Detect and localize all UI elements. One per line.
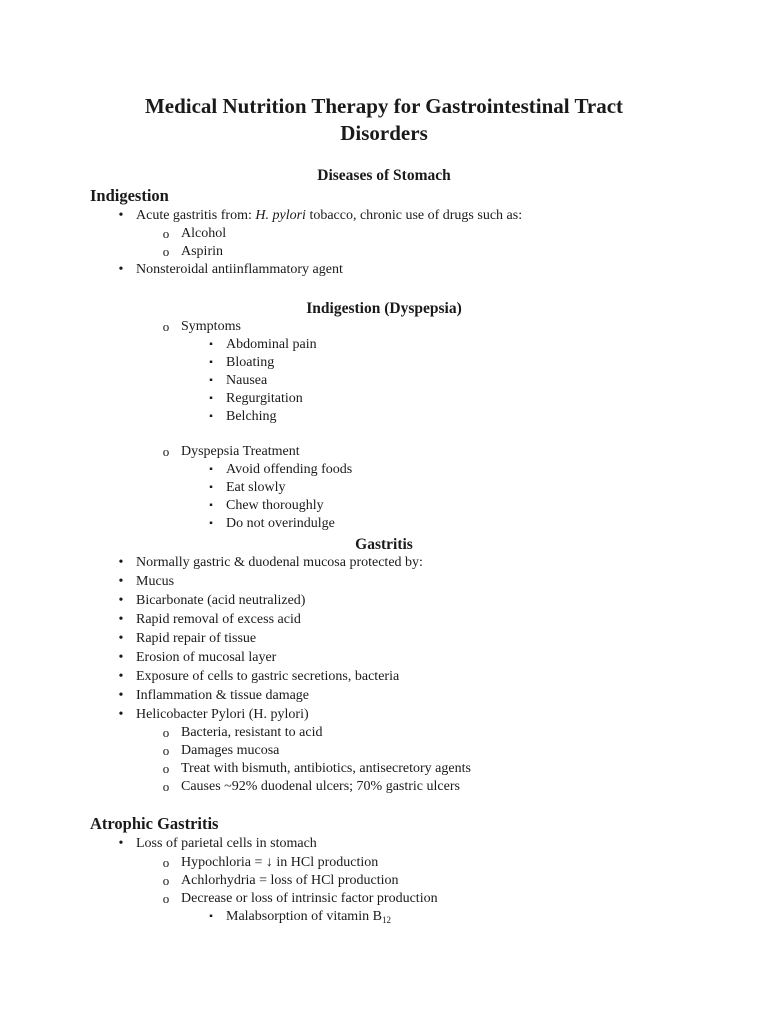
symptom-item: ▪ Nausea	[226, 372, 267, 390]
bullet-icon: •	[118, 555, 124, 570]
sub-sub-list-item: ▪ Malabsorption of vitamin $B_{12}$	[226, 908, 391, 926]
circle-bullet-icon: o	[162, 891, 170, 906]
title-line-1: Medical Nutrition Therapy for Gastrointestinal Tract	[144, 94, 624, 118]
bullet-icon: •	[118, 593, 124, 608]
sub-list-item: o Achlorhydria = loss of HCl production	[181, 872, 398, 890]
symptom-item: ▪ Abdominal pain	[226, 336, 317, 354]
section-heading-diseases-of-stomach: Diseases of Stomach	[317, 167, 451, 184]
square-bullet-icon: ▪	[209, 375, 213, 386]
bullet-icon: •	[118, 707, 124, 722]
list-item: • Erosion of mucosal layer	[136, 649, 276, 667]
circle-bullet-icon: o	[162, 244, 170, 259]
bullet-icon: •	[118, 612, 124, 627]
square-bullet-icon: ▪	[209, 393, 213, 404]
square-bullet-icon: ▪	[209, 339, 213, 350]
bullet-icon: •	[118, 574, 124, 589]
list-item: • Nonsteroidal antiinflammatory agent	[136, 261, 343, 279]
list-item: • Helicobacter Pylori (H. pylori)	[136, 706, 309, 724]
square-bullet-icon: ▪	[209, 464, 213, 475]
bullet-icon: •	[118, 631, 124, 646]
square-bullet-icon: ▪	[209, 411, 213, 422]
list-item: • Loss of parietal cells in stomach	[136, 835, 317, 853]
sub-list-item: o Hypochloria = ↓ in HCl production	[181, 854, 378, 872]
list-item: • Mucus	[136, 573, 174, 591]
bullet-icon: •	[118, 669, 124, 684]
sub-list-item: o Treat with bismuth, antibiotics, antisecretory agents	[181, 760, 471, 778]
symptom-item: ▪ Regurgitation	[226, 390, 303, 408]
bullet-icon: •	[118, 262, 124, 277]
square-bullet-icon: ▪	[209, 482, 213, 493]
list-item: • Inflammation & tissue damage	[136, 687, 309, 705]
list-item: • Rapid removal of excess acid	[136, 611, 301, 629]
symptom-item: ▪ Belching	[226, 408, 277, 426]
circle-bullet-icon: o	[162, 743, 170, 758]
symptom-item: ▪ Bloating	[226, 354, 274, 372]
square-bullet-icon: ▪	[209, 500, 213, 511]
title-line-2: Disorders	[340, 121, 428, 145]
treatment-item: ▪ Do not overindulge	[226, 515, 335, 533]
sub-list-item: o Damages mucosa	[181, 742, 279, 760]
list-item: • Bicarbonate (acid neutralized)	[136, 592, 305, 610]
bullet-icon: •	[118, 688, 124, 703]
list-item: • Normally gastric & duodenal mucosa protected by:	[136, 554, 423, 572]
sub-list-item: o Dyspepsia Treatment	[181, 443, 300, 461]
bullet-icon: •	[118, 208, 124, 223]
sub-list-item: o Decrease or loss of intrinsic factor production	[181, 890, 438, 908]
circle-bullet-icon: o	[162, 226, 170, 241]
circle-bullet-icon: o	[162, 779, 170, 794]
circle-bullet-icon: o	[162, 725, 170, 740]
sub-list-item: o Causes ~92% duodenal ulcers; 70% gastric ulcers	[181, 778, 460, 796]
circle-bullet-icon: o	[162, 319, 170, 334]
sub-list-item: o Bacteria, resistant to acid	[181, 724, 323, 742]
section-heading-gastritis: Gastritis	[355, 536, 413, 553]
circle-bullet-icon: o	[162, 855, 170, 870]
bullet-icon: •	[118, 650, 124, 665]
circle-bullet-icon: o	[162, 444, 170, 459]
down-arrow-icon: ↓	[265, 855, 273, 870]
sub-list-item: o Aspirin	[181, 243, 223, 261]
bullet-icon: •	[118, 836, 124, 851]
subscript: 12	[381, 915, 391, 925]
treatment-item: ▪ Eat slowly	[226, 479, 286, 497]
heading-indigestion: Indigestion	[90, 186, 169, 205]
square-bullet-icon: ▪	[209, 911, 213, 922]
sub-list-item: o Alcohol	[181, 225, 226, 243]
section-heading-dyspepsia: Indigestion (Dyspepsia)	[306, 300, 462, 317]
list-item: • Exposure of cells to gastric secretions, bacteria	[136, 668, 399, 686]
treatment-item: ▪ Avoid offending foods	[226, 461, 352, 479]
square-bullet-icon: ▪	[209, 518, 213, 529]
heading-atrophic-gastritis: Atrophic Gastritis	[90, 814, 219, 833]
sub-list-item: o Symptoms	[181, 318, 241, 336]
page-title	[90, 93, 678, 147]
circle-bullet-icon: o	[162, 873, 170, 888]
treatment-item: ▪ Chew thoroughly	[226, 497, 324, 515]
list-item: • Acute gastritis from: H. pylori tobacco, chronic use of drugs such as:	[136, 207, 522, 225]
square-bullet-icon: ▪	[209, 357, 213, 368]
circle-bullet-icon: o	[162, 761, 170, 776]
list-item: • Rapid repair of tissue	[136, 630, 256, 648]
